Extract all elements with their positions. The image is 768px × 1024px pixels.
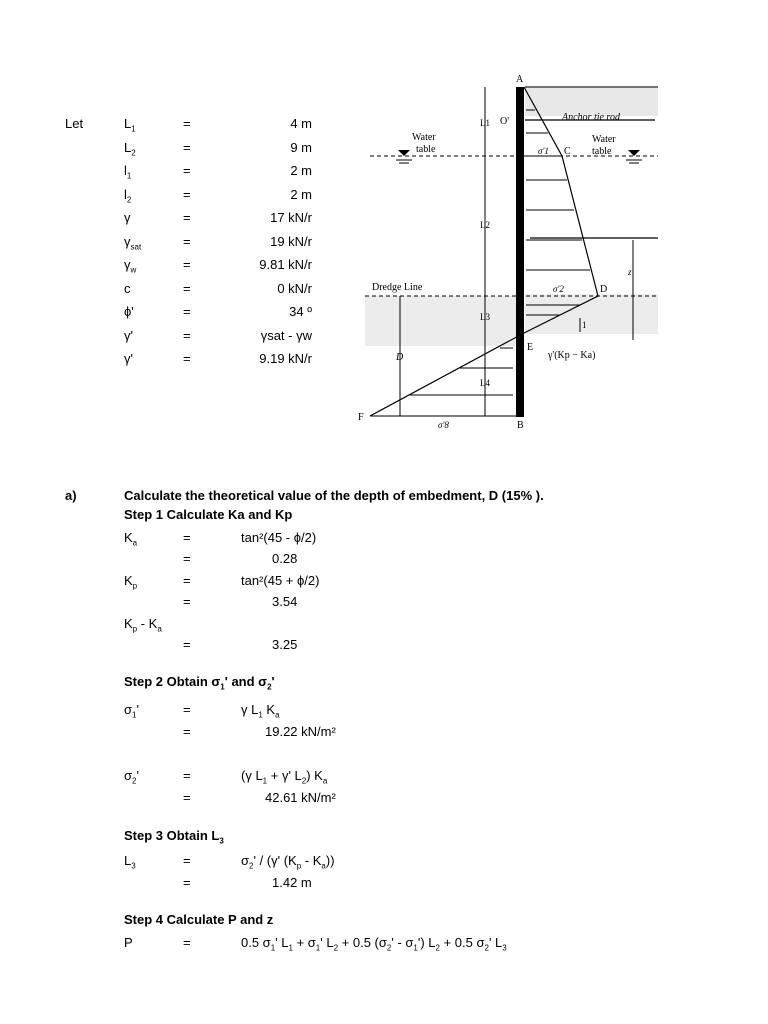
param-value: 2 m	[290, 163, 312, 178]
equals: =	[183, 530, 191, 545]
label-E: E	[527, 342, 534, 353]
param-value: 9.19 kN/r	[259, 351, 312, 366]
ka-symbol: $K_a$	[124, 530, 138, 548]
param-symbol: γ'	[124, 351, 133, 366]
step3-heading: Step 3 Obtain $L_3$	[124, 828, 224, 846]
param-equals: =	[183, 163, 191, 178]
section-title: Calculate the theoretical value of the depth of embedment, D (15% ).	[124, 488, 544, 503]
param-equals: =	[183, 257, 191, 272]
dredge-left-hatch	[365, 296, 517, 346]
param-symbol: $L_2$	[124, 139, 136, 158]
sigma2-value: 42.61 kN/m²	[265, 790, 336, 805]
param-symbol: γ	[124, 210, 131, 225]
param-value: 2 m	[290, 186, 312, 202]
param-symbol: $\gamma_w$	[124, 257, 137, 275]
param-symbol: ϕ'	[124, 304, 134, 319]
equals: =	[183, 790, 191, 805]
one-label: 1	[582, 320, 587, 330]
water-left-2: table	[416, 144, 436, 155]
step4-heading: Step 4 Calculate P and z	[124, 912, 274, 927]
label-D: D	[600, 284, 608, 295]
kp-ka-value: 3.25	[272, 637, 298, 652]
dredge-label: Dredge Line	[372, 282, 423, 293]
kp-value: 3.54	[272, 594, 298, 609]
sigma1-formula: γ $L_1$ $K_a$	[241, 702, 280, 720]
equals: =	[183, 594, 191, 609]
sheet-pile-diagram	[350, 70, 660, 435]
label-L2: L2	[480, 220, 490, 230]
water-left-1: Water	[412, 132, 436, 143]
label-L1: L1	[480, 118, 490, 128]
pressure-diagram	[370, 87, 598, 416]
param-value: 17 kN/r	[270, 210, 312, 225]
section-label: a)	[65, 488, 77, 503]
water-table-icon	[398, 150, 410, 156]
param-value: 9.81 kN/r	[259, 257, 312, 272]
D-label: D	[396, 352, 404, 363]
label-L3: L3	[480, 312, 490, 322]
sigma1-label: σ'1	[538, 146, 549, 156]
let-label: Let	[65, 116, 84, 131]
label-A: A	[516, 74, 524, 85]
label-C: C	[564, 146, 571, 157]
sigma8-label: σ'8	[438, 420, 449, 430]
equals: =	[183, 853, 191, 868]
param-equals: =	[183, 210, 191, 225]
label-L4: L4	[480, 378, 490, 388]
param-value: 9 m	[290, 139, 312, 155]
equals: =	[183, 768, 191, 783]
sigma2-label: σ'2	[553, 284, 564, 294]
sigma1-symbol: $\sigma_1'$	[124, 702, 139, 720]
equals: =	[183, 551, 191, 566]
dredge-right-hatch	[525, 294, 658, 334]
param-symbol: c	[124, 280, 131, 296]
equals: =	[183, 875, 191, 890]
param-symbol: $L_1$	[124, 116, 136, 134]
param-equals: =	[183, 280, 191, 296]
z-label: z	[628, 267, 632, 277]
sigma2-formula: (γ $L_1 + \gamma'$ $L_2$) $K_a$	[241, 768, 328, 786]
water-right-1: Water	[592, 134, 616, 145]
param-value: 0 kN/r	[277, 280, 312, 296]
param-equals: =	[183, 116, 191, 131]
param-symbol: $l_1$	[124, 163, 132, 181]
l3-formula: $\sigma_2' / (\gamma'$ $(K_p - K_a)$)	[241, 853, 335, 871]
water-table-icon	[628, 150, 640, 156]
equals: =	[183, 573, 191, 588]
equals: =	[183, 724, 191, 739]
equals: =	[183, 702, 191, 717]
label-F: F	[358, 412, 364, 423]
param-value: 19 kN/r	[270, 233, 312, 249]
param-equals: =	[183, 233, 191, 249]
step2-heading: Step 2 Obtain $\sigma_1'$ and $\sigma_2'$	[124, 674, 275, 692]
param-value: 34 º	[289, 304, 312, 319]
ka-value: 0.28	[272, 551, 298, 566]
equals: =	[183, 935, 191, 950]
param-value: γsat - γw	[260, 327, 312, 343]
kp-ka-symbol: $K_p - K_a$	[124, 616, 162, 634]
sheet-pile	[516, 87, 524, 417]
label-B: B	[517, 420, 524, 431]
param-equals: =	[183, 186, 191, 202]
label-O: O'	[500, 116, 510, 127]
l3-value: 1.42 m	[272, 875, 312, 890]
kp-symbol: $K_p$	[124, 573, 138, 591]
sigma1-value: 19.22 kN/m²	[265, 724, 336, 739]
ka-formula: tan²(45 - ϕ/2)	[241, 530, 317, 545]
param-symbol: γ'	[124, 327, 133, 343]
param-equals: =	[183, 304, 191, 319]
step1-heading: Step 1 Calculate Ka and Kp	[124, 507, 293, 522]
sigma2-symbol: $\sigma_2'$	[124, 768, 139, 786]
param-symbol: $l_2$	[124, 186, 132, 205]
slope-label: γ'(Kp − Ka)	[548, 350, 596, 361]
param-symbol: $\gamma_{sat}$	[124, 233, 142, 252]
p-symbol: P	[124, 935, 133, 950]
param-equals: =	[183, 327, 191, 343]
equals: =	[183, 637, 191, 652]
water-right-2: table	[592, 146, 612, 157]
param-equals: =	[183, 139, 191, 155]
anchor-label: Anchor tie rod	[562, 112, 620, 123]
l3-symbol: $L_3$	[124, 853, 136, 871]
p-formula: 0.5 $\sigma_1'$ $L_1 + \sigma_1'$ $L_2 + 0.5$ $(\sigma_2' - \sigma_1') L_2 + 0.5$ $\sigma_2'$ $L_3$	[241, 935, 507, 953]
param-value: 4 m	[290, 116, 312, 131]
param-equals: =	[183, 351, 191, 366]
kp-formula: tan²(45 + ϕ/2)	[241, 573, 320, 588]
